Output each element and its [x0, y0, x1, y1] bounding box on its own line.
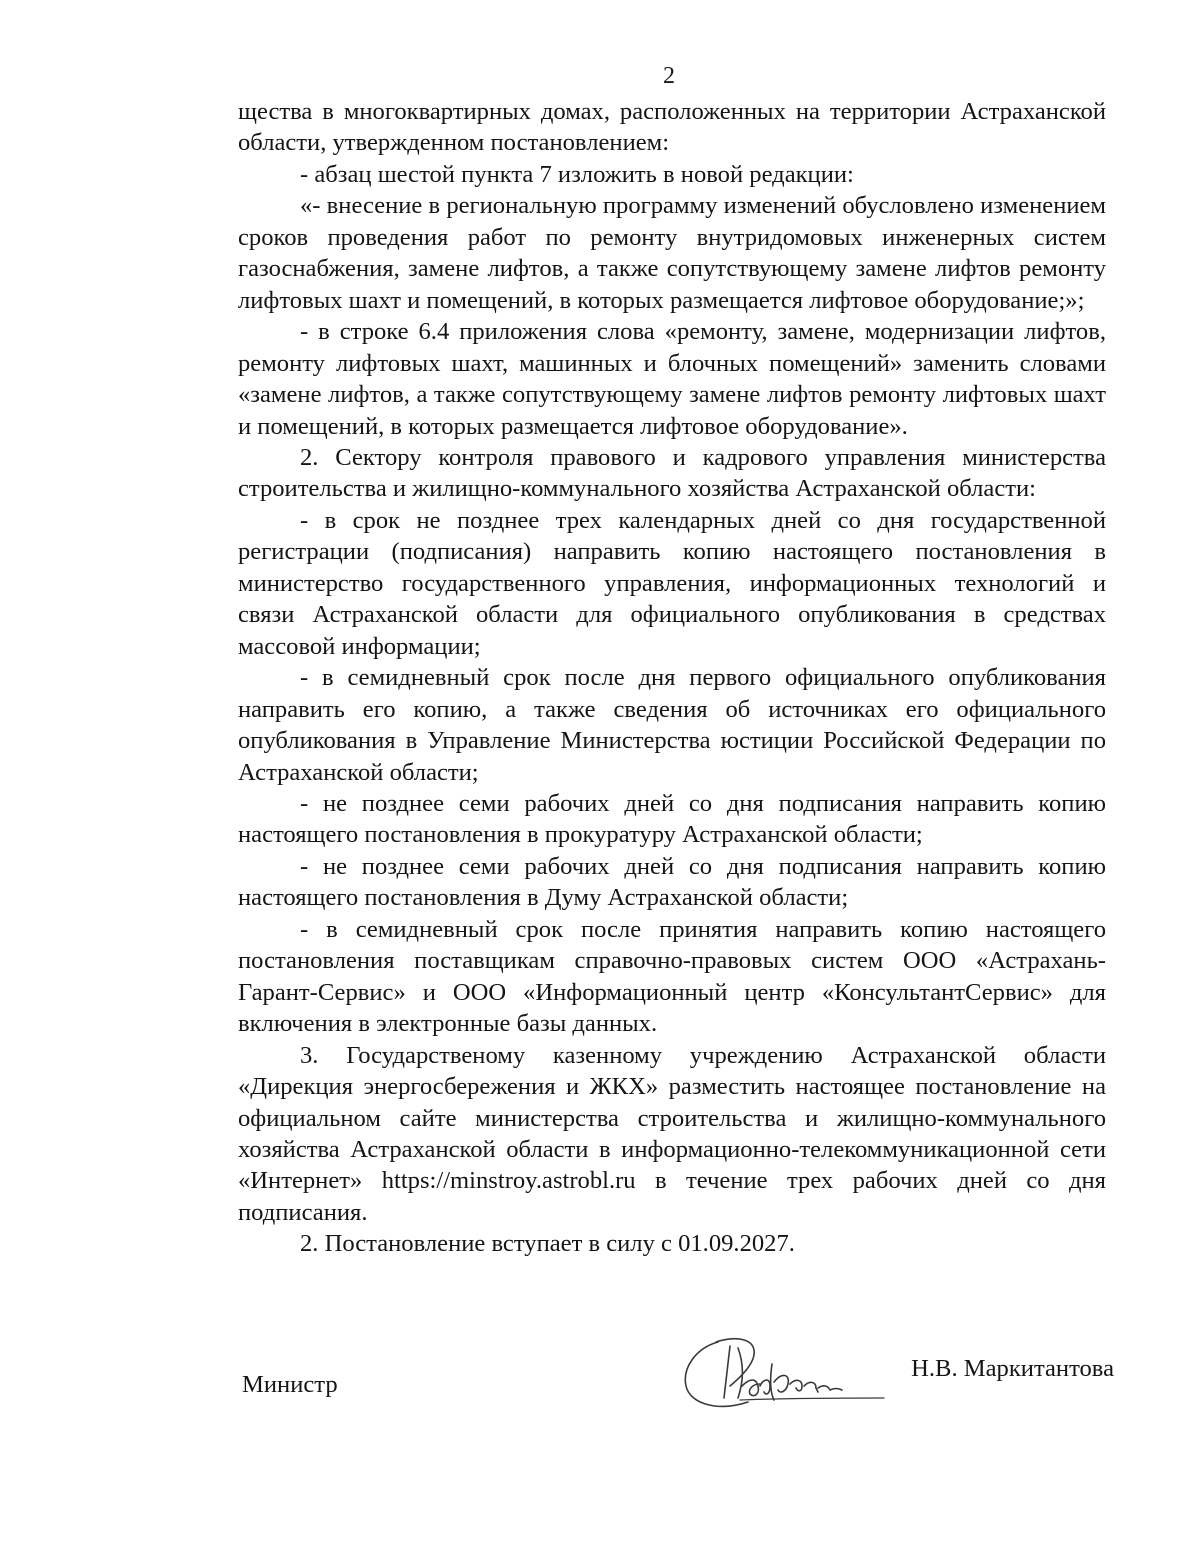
paragraph: - в срок не позднее трех календарных дней со дня государственной регистрации (подписания) направить копию настоящего постановления в министерство государственного управления, информационных технологий и связи Астраханской области для официального опубликования в средствах массовой информации;	[238, 506, 1106, 660]
handwritten-signature-icon	[678, 1328, 888, 1418]
paragraph: «- внесение в региональную программу изменений обусловлено изменением сроков проведения работ по ремонту внутридомовых инженерных систем газоснабжения, замене лифтов, а также сопутствующему замене лифтов ремонту лифтовых шахт и помещений, в которых размещается лифтовое оборудование;»;	[238, 192, 1106, 314]
signer-name: Н.В. Маркитантова	[911, 1355, 1114, 1382]
paragraph: - не позднее семи рабочих дней со дня подписания направить копию настоящего постановления в прокуратуру Астраханской области;	[238, 789, 1106, 849]
paragraph: - в строке 6.4 приложения слова «ремонту, замене, модернизации лифтов, ремонту лифтовых шахт, машинных и блочных помещений» заменить словами «замене лифтов, а также сопутствующему замене лифтов ремонту лифтовых шахт и помещений, в которых размещается лифтовое оборудование».	[238, 318, 1106, 440]
paragraph: 2. Сектору контроля правового и кадрового управления министерства строительства и жилищно-коммунального хозяйства Астраханской области:	[238, 443, 1106, 503]
signature-block	[238, 1328, 1118, 1438]
document-body	[238, 96, 1106, 1260]
paragraph: - в семидневный срок после дня первого официального опубликования направить его копию, а также сведения об источниках его официального опубликования в Управление Министерства юстиции Российской Федерации по Астраханской области;	[238, 664, 1106, 786]
page-number: 2	[663, 63, 675, 89]
paragraph: щества в многоквартирных домах, расположенных на территории Астраханской области, утвержденном постановлением:	[238, 98, 1106, 157]
paragraph: 3. Государственому казенному учреждению Астраханской области «Дирекция энергосбережения и ЖКХ» разместить настоящее постановление на официальном сайте министерства строительства и жилищно-коммунального хозяйства Астраханской области в информационно-телекоммуникационной сети «Интернет» https://minstroy.astrobl.ru в течение трех рабочих дней со дня подписания.	[238, 1041, 1106, 1226]
paragraph: - абзац шестой пункта 7 изложить в новой редакции:	[300, 160, 854, 188]
paragraph: - не позднее семи рабочих дней со дня подписания направить копию настоящего постановления в Думу Астраханской области;	[238, 852, 1106, 912]
paragraph: 2. Постановление вступает в силу с 01.09.2027.	[300, 1230, 795, 1258]
paragraph: - в семидневный срок после принятия направить копию настоящего постановления поставщикам справочно-правовых систем ООО «Астрахань-Гарант-Сервис» и ООО «Информационный центр «КонсультантСервис» для включения в электронные базы данных.	[238, 915, 1106, 1038]
signer-position: Министр	[242, 1371, 338, 1398]
